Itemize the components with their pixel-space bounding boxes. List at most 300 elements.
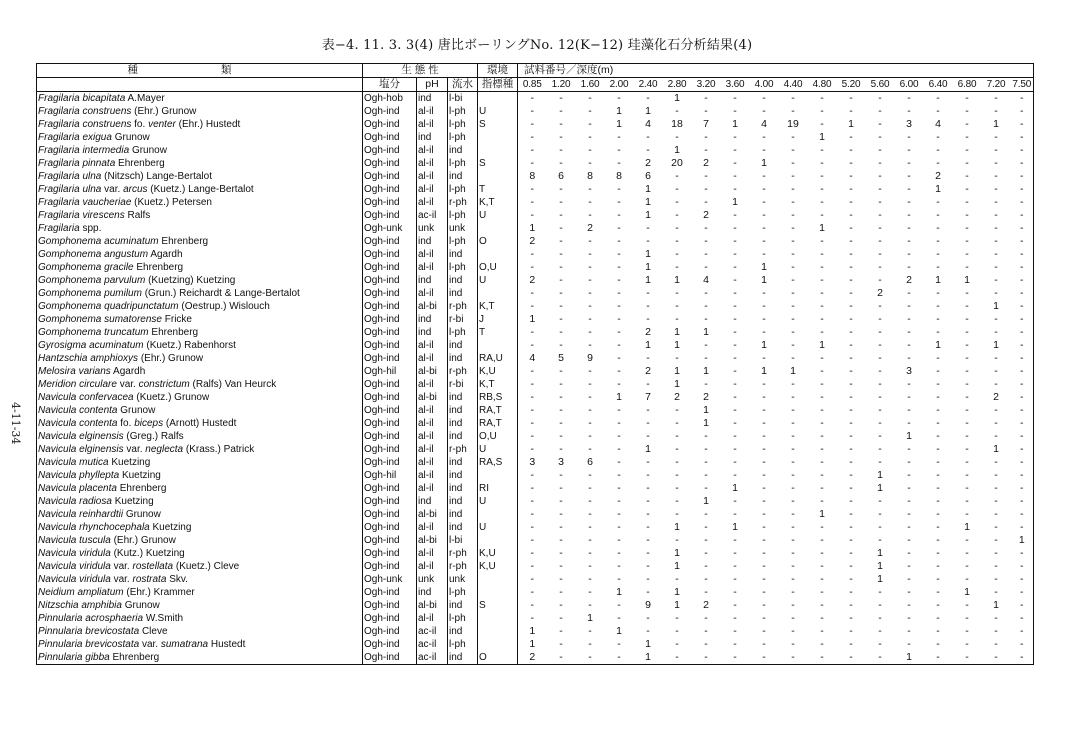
count-cell: - (704, 300, 708, 312)
count-cell: 2 (703, 209, 709, 221)
count-cell: - (907, 222, 911, 234)
salinity-cell: Ogh-ind (363, 300, 417, 313)
count-cell: - (820, 144, 824, 156)
species-author: Agardh (113, 366, 146, 377)
count-cell: - (704, 638, 708, 650)
species-genus: Fragilaria construens (38, 106, 132, 117)
count-cell: - (559, 209, 563, 221)
count-cell: 1 (587, 612, 593, 624)
count-cell: - (849, 391, 853, 403)
count-cell: - (820, 92, 824, 104)
count-cell: - (762, 508, 766, 520)
count-cell: - (588, 482, 592, 494)
species-name (37, 469, 363, 482)
count-cell: - (762, 599, 766, 611)
count-cell: - (733, 209, 737, 221)
count-cell: - (994, 196, 998, 208)
indicator-cell: RI (478, 482, 518, 495)
count-cell: - (733, 339, 737, 351)
count-cell: - (878, 144, 882, 156)
count-cell: - (820, 417, 824, 429)
species-name (37, 235, 363, 248)
ph-cell: al-il (417, 261, 448, 274)
count-cell: - (994, 430, 998, 442)
count-cell: - (617, 300, 621, 312)
count-cell: - (965, 573, 969, 585)
count-cell: - (1020, 404, 1024, 416)
depth-header: 0.85 (518, 78, 547, 92)
count-cell: - (1020, 456, 1024, 468)
count-cell: - (791, 235, 795, 247)
species-name (37, 378, 363, 391)
count-cell: - (704, 625, 708, 637)
species-genus: Navicula rhynchocephala (38, 522, 150, 533)
count-cell: - (704, 651, 708, 663)
count-cell: - (559, 183, 563, 195)
current-cell: r-bi (448, 378, 478, 391)
count-cell: - (936, 456, 940, 468)
count-cell: - (530, 261, 534, 273)
header-env: 環境 (478, 64, 518, 78)
count-cell: - (559, 508, 563, 520)
count-cell: - (617, 339, 621, 351)
count-cell: - (965, 547, 969, 559)
table-row (37, 417, 1034, 430)
count-cell: - (965, 560, 969, 572)
count-cell: - (849, 170, 853, 182)
count-cell: - (588, 573, 592, 585)
count-cell: 1 (993, 443, 999, 455)
count-cell: - (994, 352, 998, 364)
indicator-cell: K,U (478, 560, 518, 573)
count-cell: - (820, 482, 824, 494)
count-cell: - (530, 482, 534, 494)
count-cell: - (588, 209, 592, 221)
count-cell: - (704, 248, 708, 260)
count-cell: - (1020, 352, 1024, 364)
count-cell: - (646, 547, 650, 559)
current-cell: ind (448, 651, 478, 665)
count-cell: - (878, 248, 882, 260)
count-cell: - (878, 300, 882, 312)
table-row (37, 625, 1034, 638)
count-cell: - (907, 547, 911, 559)
count-cell: - (820, 404, 824, 416)
table-row (37, 365, 1034, 378)
count-cell: 1 (906, 651, 912, 663)
count-cell: - (675, 313, 679, 325)
ph-cell: al-bi (417, 391, 448, 404)
count-cell: - (791, 417, 795, 429)
count-cell: - (733, 170, 737, 182)
count-cell: 2 (587, 222, 593, 234)
species-infraspecific: constrictum (138, 379, 190, 390)
count-cell: 1 (964, 521, 970, 533)
count-cell: - (646, 456, 650, 468)
table-row (37, 612, 1034, 625)
count-cell: - (965, 638, 969, 650)
count-cell: - (559, 92, 563, 104)
species-author: (Oestrup.) Wislouch (181, 301, 270, 312)
species-author: W.Smith (145, 613, 184, 624)
species-author: (Grun.) Reichardt & Lange-Bertalot (144, 288, 300, 299)
species-genus: Navicula elginensis (38, 431, 124, 442)
ph-cell: al-il (417, 248, 448, 261)
count-cell: - (1020, 326, 1024, 338)
count-cell: - (849, 612, 853, 624)
count-cell: - (878, 105, 882, 117)
count-cell: - (530, 183, 534, 195)
indicator-cell: U (478, 443, 518, 456)
species-genus: Gyrosigma acuminatum (38, 340, 144, 351)
current-cell: ind (448, 170, 478, 183)
indicator-cell (478, 92, 518, 106)
count-cell: - (588, 235, 592, 247)
ph-cell: al-il (417, 378, 448, 391)
indicator-cell (478, 534, 518, 547)
table-row (37, 235, 1034, 248)
count-cell: - (820, 196, 824, 208)
count-cell: - (936, 612, 940, 624)
count-cell: - (559, 287, 563, 299)
count-cell: - (762, 131, 766, 143)
count-cell: - (646, 352, 650, 364)
count-cell: - (907, 456, 911, 468)
count-cell: - (878, 157, 882, 169)
count-cell: - (762, 313, 766, 325)
page-number-label: 4-11-34 (9, 402, 22, 445)
species-rank: var. (116, 379, 139, 390)
depth-header: 4.40 (779, 78, 808, 92)
count-cell: - (791, 144, 795, 156)
count-cell: - (791, 469, 795, 481)
depth-header: 6.80 (953, 78, 982, 92)
species-infraspecific: biceps (134, 418, 164, 429)
count-cell: 9 (587, 352, 593, 364)
current-cell: ind (448, 482, 478, 495)
table-row (37, 482, 1034, 495)
ph-cell: al-il (417, 521, 448, 534)
header-species-blank (37, 78, 363, 92)
species-infraspecific: rostrata (132, 574, 167, 585)
count-cell: - (762, 573, 766, 585)
count-cell: - (762, 417, 766, 429)
count-cell: - (820, 625, 824, 637)
count-cell: - (762, 651, 766, 663)
species-author: Kuetzing (152, 522, 192, 533)
count-cell: 1 (877, 469, 883, 481)
ph-cell: unk (417, 222, 448, 235)
species-infraspecific: venter (148, 119, 176, 130)
species-author: (Ehr.) Grunow (134, 106, 197, 117)
count-cell: 1 (993, 599, 999, 611)
indicator-cell (478, 586, 518, 599)
ph-cell: al-il (417, 430, 448, 443)
table-row (37, 222, 1034, 235)
count-cell: 2 (529, 274, 536, 286)
ph-cell: al-il (417, 612, 448, 625)
species-genus: Fragilaria ulna (38, 171, 102, 182)
salinity-cell: Ogh-ind (363, 612, 417, 625)
count-cell: - (530, 209, 534, 221)
count-cell: - (733, 495, 737, 507)
count-cell: - (530, 391, 534, 403)
count-cell: 1 (790, 365, 796, 377)
indicator-cell: U (478, 209, 518, 222)
count-cell: - (965, 599, 969, 611)
count-cell: 1 (993, 339, 999, 351)
indicator-cell: K,U (478, 547, 518, 560)
count-cell: - (675, 443, 679, 455)
count-cell: - (704, 508, 708, 520)
count-cell: - (530, 586, 534, 598)
count-cell: - (733, 300, 737, 312)
species-genus: Fragilaria intermedia (38, 145, 130, 156)
count-cell: - (733, 326, 737, 338)
species-author: Grunow (131, 145, 167, 156)
count-cell: - (878, 92, 882, 104)
table-row (37, 92, 1034, 106)
count-cell: - (849, 352, 853, 364)
indicator-cell: O (478, 651, 518, 665)
count-cell: - (733, 92, 737, 104)
count-cell: - (559, 625, 563, 637)
count-cell: - (762, 586, 766, 598)
salinity-cell: Ogh-ind (363, 235, 417, 248)
indicator-cell (478, 625, 518, 638)
salinity-cell: Ogh-ind (363, 144, 417, 157)
indicator-cell: O,U (478, 430, 518, 443)
species-author: Ehrenberg (118, 158, 165, 169)
count-cell: - (936, 352, 940, 364)
count-cell: - (588, 534, 592, 546)
count-cell: 7 (703, 118, 709, 130)
indicator-cell (478, 170, 518, 183)
count-cell: - (646, 430, 650, 442)
count-cell: - (936, 391, 940, 403)
count-cell: - (936, 222, 940, 234)
count-cell: - (994, 612, 998, 624)
depth-header: 3.20 (692, 78, 721, 92)
ph-cell: al-il (417, 339, 448, 352)
count-cell: 1 (674, 378, 680, 390)
species-genus: Navicula phyllepta (38, 470, 120, 481)
species-author: Ehrenberg (161, 236, 209, 247)
count-cell: - (588, 313, 592, 325)
count-cell: - (1020, 378, 1024, 390)
table-row (37, 586, 1034, 599)
count-cell: - (936, 157, 940, 169)
count-cell: - (820, 235, 824, 247)
count-cell: - (762, 352, 766, 364)
count-cell: - (588, 365, 592, 377)
species-genus: Navicula elginensis (38, 444, 124, 455)
header-ph: pH (417, 78, 448, 92)
salinity-cell: Ogh-ind (363, 482, 417, 495)
count-cell: 1 (703, 417, 709, 429)
count-cell: - (704, 92, 708, 104)
current-cell: r-bi (448, 313, 478, 326)
indicator-cell: RB,S (478, 391, 518, 404)
count-cell: - (791, 92, 795, 104)
species-name (37, 326, 363, 339)
count-cell: - (791, 599, 795, 611)
count-cell: - (559, 144, 563, 156)
count-cell: - (646, 586, 650, 598)
count-cell: - (878, 612, 882, 624)
count-cell: - (530, 560, 534, 572)
count-cell: - (820, 274, 824, 286)
count-cell: - (559, 560, 563, 572)
count-cell: - (849, 339, 853, 351)
species-author: Ralfs (127, 210, 151, 221)
current-cell: ind (448, 599, 478, 612)
current-cell: ind (448, 287, 478, 300)
depth-header: 2.40 (634, 78, 663, 92)
count-cell: - (965, 352, 969, 364)
count-cell: - (617, 144, 621, 156)
count-cell: 1 (616, 118, 622, 130)
current-cell: l-bi (448, 534, 478, 547)
table-row (37, 560, 1034, 573)
count-cell: - (791, 274, 795, 286)
count-cell: - (965, 339, 969, 351)
count-cell: - (617, 131, 621, 143)
count-cell: 1 (674, 521, 680, 533)
table-row (37, 183, 1034, 196)
indicator-cell (478, 248, 518, 261)
count-cell: - (588, 599, 592, 611)
species-name (37, 417, 363, 430)
current-cell: l-ph (448, 157, 478, 170)
count-cell: - (1020, 300, 1024, 312)
header-salinity: 塩分 (363, 78, 417, 92)
count-cell: 2 (645, 157, 651, 169)
count-cell: - (907, 378, 911, 390)
count-cell: - (878, 651, 882, 663)
count-cell: - (530, 378, 534, 390)
count-cell: - (646, 469, 650, 481)
count-cell: - (878, 222, 882, 234)
count-cell: - (588, 118, 592, 130)
species-genus: Neidium ampliatum (38, 587, 124, 598)
count-cell: - (588, 274, 592, 286)
current-cell: unk (448, 222, 478, 235)
count-cell: - (1020, 274, 1024, 286)
count-cell: - (559, 313, 563, 325)
count-cell: - (762, 625, 766, 637)
table-row (37, 404, 1034, 417)
salinity-cell: Ogh-ind (363, 430, 417, 443)
count-cell: - (965, 131, 969, 143)
count-cell: - (588, 430, 592, 442)
count-cell: - (820, 287, 824, 299)
count-cell: - (1020, 313, 1024, 325)
count-cell: - (530, 469, 534, 481)
table-row (37, 118, 1034, 131)
count-cell: - (994, 183, 998, 195)
count-cell: - (762, 209, 766, 221)
count-cell: - (820, 638, 824, 650)
count-cell: - (675, 183, 679, 195)
count-cell: - (820, 183, 824, 195)
count-cell: - (733, 508, 737, 520)
indicator-cell: U (478, 105, 518, 118)
species-genus: Navicula reinhardtii (38, 509, 124, 520)
count-cell: - (1020, 196, 1024, 208)
count-cell: - (936, 300, 940, 312)
count-cell: - (617, 612, 621, 624)
count-cell: - (559, 417, 563, 429)
species-infraspecific: arcus (123, 184, 148, 195)
count-cell: - (965, 404, 969, 416)
table-row (37, 339, 1034, 352)
count-cell: - (646, 287, 650, 299)
count-cell: - (849, 443, 853, 455)
count-cell: - (1020, 625, 1024, 637)
count-cell: - (733, 105, 737, 117)
count-cell: - (762, 235, 766, 247)
count-cell: 1 (703, 365, 709, 377)
salinity-cell: Ogh-ind (363, 586, 417, 599)
count-cell: - (617, 378, 621, 390)
count-cell: - (907, 287, 911, 299)
count-cell: - (820, 495, 824, 507)
species-author: Kuetzing (114, 496, 154, 507)
count-cell: - (617, 469, 621, 481)
count-cell: - (820, 261, 824, 273)
count-cell: - (907, 157, 911, 169)
count-cell: - (762, 482, 766, 494)
count-cell: - (617, 404, 621, 416)
salinity-cell: Ogh-ind (363, 417, 417, 430)
count-cell: - (965, 326, 969, 338)
count-cell: - (994, 157, 998, 169)
count-cell: - (530, 612, 534, 624)
count-cell: - (994, 651, 998, 663)
count-cell: - (907, 183, 911, 195)
count-cell: - (965, 365, 969, 377)
table-row (37, 443, 1034, 456)
count-cell: - (849, 235, 853, 247)
count-cell: - (965, 170, 969, 182)
count-cell: - (878, 625, 882, 637)
species-author: (Ehr.) Krammer (126, 587, 195, 598)
count-cell: - (617, 222, 621, 234)
count-cell: - (762, 326, 766, 338)
count-cell: - (675, 209, 679, 221)
count-cell: - (762, 248, 766, 260)
count-cell: - (820, 300, 824, 312)
count-cell: - (994, 560, 998, 572)
count-cell: - (936, 443, 940, 455)
count-cell: - (1020, 417, 1024, 429)
species-genus: Fragilaria virescens (38, 210, 125, 221)
count-cell: - (994, 261, 998, 273)
current-cell: ind (448, 625, 478, 638)
count-cell: - (791, 287, 795, 299)
count-cell: 1 (703, 495, 709, 507)
ph-cell: al-il (417, 560, 448, 573)
count-cell: - (994, 638, 998, 650)
ph-cell: ind (417, 274, 448, 287)
count-cell: - (791, 612, 795, 624)
species-genus: Melosira varians (38, 366, 111, 377)
table-row (37, 430, 1034, 443)
count-cell: - (617, 92, 621, 104)
count-cell: - (530, 248, 534, 260)
count-cell: - (849, 625, 853, 637)
